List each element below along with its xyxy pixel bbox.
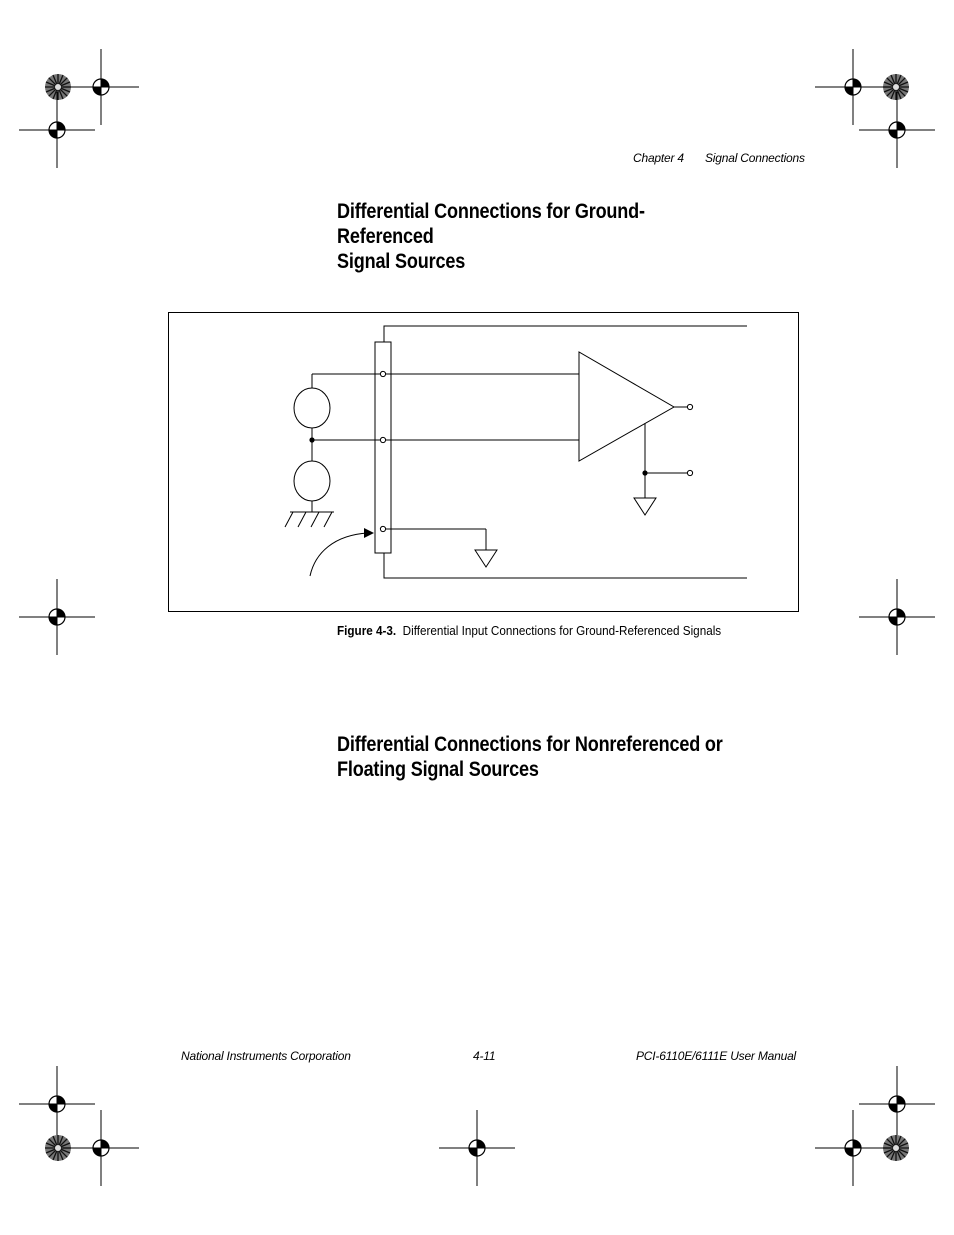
figure-schematic	[168, 312, 799, 612]
common-mode-source-icon	[294, 461, 330, 501]
registration-crosshair-icon	[815, 1110, 891, 1186]
ground-icon	[475, 550, 497, 567]
registration-crosshair-icon	[19, 1066, 95, 1142]
registration-crosshair-icon	[859, 92, 935, 168]
footer-page-number: 4-11	[473, 1049, 496, 1063]
footer-manual-title: PCI-6110E/6111E User Manual	[636, 1049, 797, 1063]
terminal-contact-icon	[380, 437, 385, 442]
ground-icon	[634, 498, 656, 515]
heading-line: Signal Sources	[337, 250, 466, 273]
terminal-contact-icon	[380, 371, 385, 376]
cable-top-line	[384, 326, 747, 342]
signal-source-icon	[294, 388, 330, 428]
heading-line: Differential Connections for Nonreferenced or	[337, 733, 723, 756]
registration-crosshair-icon	[63, 1110, 139, 1186]
terminal-contact-icon	[380, 526, 385, 531]
registration-crosshair-icon	[859, 579, 935, 655]
running-header-section: Signal Connections	[705, 151, 805, 165]
section-heading-ground-referenced	[337, 199, 741, 274]
cable-bottom-line	[384, 553, 747, 578]
section-heading-floating	[337, 732, 741, 782]
figure-caption-text: Differential Input Connections for Ground-Referenced Signals	[402, 623, 722, 638]
schematic-drawing	[169, 313, 800, 613]
pointer-arrow-icon	[364, 528, 374, 538]
registration-crosshair-icon	[19, 92, 95, 168]
output-terminal-icon	[687, 470, 692, 475]
heading-line: Differential Connections for Ground-Referenced	[337, 200, 645, 248]
registration-crosshair-icon	[19, 579, 95, 655]
registration-crosshair-icon	[63, 49, 139, 125]
footer-company: National Instruments Corporation	[181, 1049, 351, 1063]
registration-crosshair-icon	[815, 49, 891, 125]
figure-label: Figure 4-3.	[337, 623, 397, 638]
registration-crosshair-icon	[859, 1066, 935, 1142]
pointer-curve	[310, 533, 368, 576]
figure-caption	[337, 623, 721, 638]
amplifier-icon	[579, 352, 674, 461]
heading-line: Floating Signal Sources	[337, 758, 539, 781]
registration-crosshair-icon	[439, 1110, 515, 1186]
running-header-chapter: Chapter 4	[633, 151, 684, 165]
output-terminal-icon	[687, 404, 692, 409]
